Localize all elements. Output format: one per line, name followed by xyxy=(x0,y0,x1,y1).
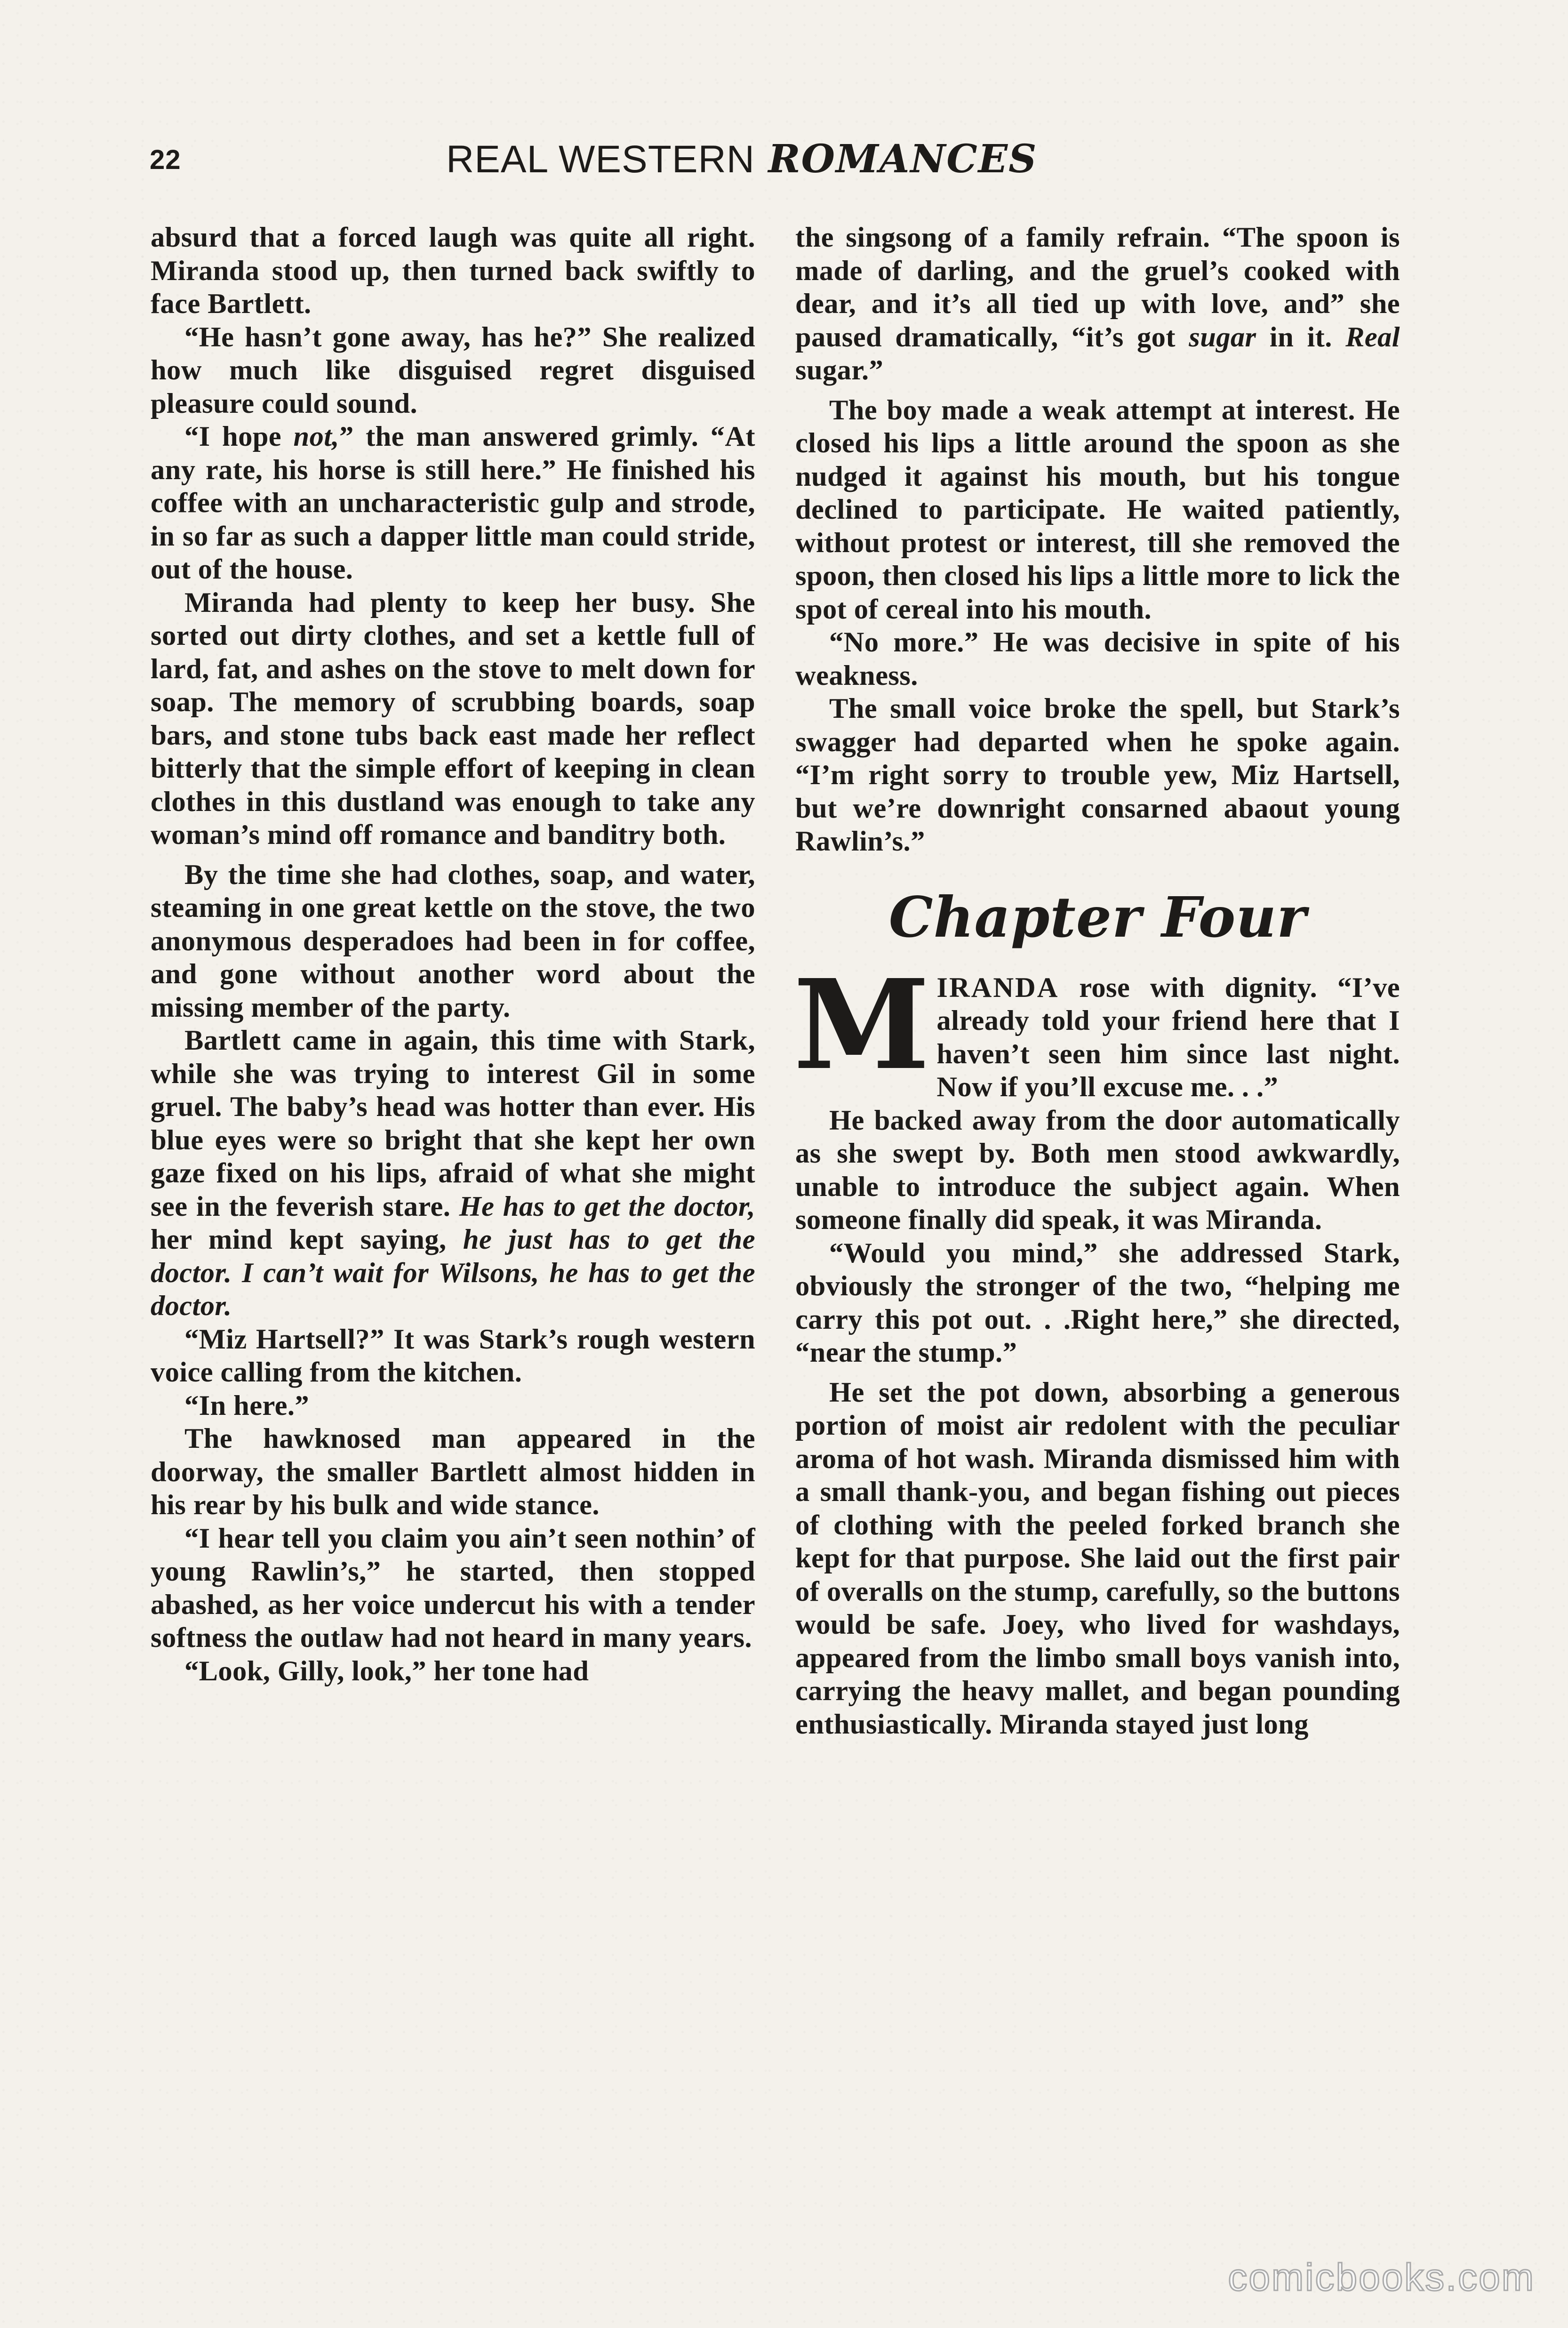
magazine-title-script: ROMANCES xyxy=(768,136,1038,182)
paragraph: “No more.” He was decisive in spite of his weakness. xyxy=(795,626,1400,691)
paragraph: Miranda had plenty to keep her busy. She sorted out dirty clothes, and set a kettle full of lard, fat, and ashes on the stove to melt down for soap. The memory of scrubbing boards, soap bars, and stone tubs back east made her reflect bitterly that the simple effort of keeping in clean clothes in this dustland was enough to take any woman’s mind off romance and banditry both. xyxy=(151,586,755,851)
paragraph: “Look, Gilly, look,” her tone had xyxy=(184,1655,589,1687)
paragraph: “I hope not,” the man answered grimly. “At any rate, his horse is still here.” He finished his coffee with an uncharacteristic gulp and strode, in so far as such a dapper little man could stride, out of the house. xyxy=(151,421,755,585)
magazine-title xyxy=(446,136,1037,182)
watermark: comicbooks.com xyxy=(1228,2256,1535,2299)
paragraph: He backed away from the door automatically as she swept by. Both men stood awkwardly, unable to introduce the subject again. When someone finally did speak, it was Miranda. xyxy=(795,1104,1400,1236)
right-column xyxy=(795,221,1400,1741)
paragraph: He set the pot down, absorbing a generous portion of moist air redolent with the peculiar aroma of hot wash. Miranda dismissed him with a small thank-you, and began fishing out pieces of clothing with the peeled forked branch she kept for that purpose. She laid out the first pair of overalls on the stump, carefully, so the buttons would be safe. Joey, who lived for washdays, appeared from the limbo small boys vanish into, carrying the heavy mallet, and began pounding enthusiastically. Miranda stayed just long xyxy=(795,1376,1400,1740)
left-column xyxy=(151,221,755,1688)
paragraph: “I hear tell you claim you ain’t seen nothin’ of young Rawlin’s,” he started, then stopped abashed, as her voice undercut his with a tender softness the outlaw had not heard in many years. xyxy=(151,1522,755,1654)
paragraph: “He hasn’t gone away, has he?” She realized how much like disguised regret disguised pleasure could sound. xyxy=(151,321,755,419)
magazine-title-plain: REAL WESTERN xyxy=(446,138,755,181)
paragraph: “In here.” xyxy=(184,1389,310,1421)
chapter-heading: Chapter Four xyxy=(888,884,1307,950)
page-number: 22 xyxy=(150,144,181,175)
paragraph: The boy made a weak attempt at interest. He closed his lips a little around the spoon as she nudged it against his mouth, but his tongue declined to participate. He waited patiently, without protest or interest, till she removed the spoon, then closed his lips a little more to lick the spot of cereal into his mouth. xyxy=(795,394,1400,625)
paragraph: The small voice broke the spell, but Stark’s swagger had departed when he spoke again. “I’m right sorry to trouble yew, Miz Hartsell, but we’re downright consarned abaout young Rawlin’s.” xyxy=(795,693,1400,857)
page-header xyxy=(150,136,1098,188)
paragraph: absurd that a forced laugh was quite all right. Miranda stood up, then turned back swiftly to face Bartlett. xyxy=(151,222,755,320)
paragraph: By the time she had clothes, soap, and water, steaming in one great kettle on the stove, the two anonymous desperadoes had been in for coffee, and gone without another word about the missing member of the party. xyxy=(151,859,755,1023)
drop-cap: M xyxy=(793,952,930,1097)
paragraph: “Would you mind,” she addressed Stark, obviously the stronger of the two, “helping me carry this pot out. . .Right here,” she directed, “near the stump.” xyxy=(795,1237,1400,1368)
paragraph: Bartlett came in again, this time with Stark, while she was trying to interest Gil in some gruel. The baby’s head was hotter than ever. His blue eyes were so bright that she kept her own gaze fixed on his lips, afraid of what she might see in the feverish stare. He has to get the doctor, her mind kept saying, he just has to get the doctor. I can’t wait for Wilsons, he has to get the doctor. xyxy=(151,1025,755,1322)
paragraph: “Miz Hartsell?” It was Stark’s rough western voice calling from the kitchen. xyxy=(151,1323,755,1388)
chapter-opening-paragraph: MIRANDA rose with dignity. “I’ve already told your friend here that I haven’t seen him since last night. Now if you’ll excuse me. . .” xyxy=(793,952,1400,1103)
paragraph: The hawknosed man appeared in the doorway, the smaller Bartlett almost hidden in his rear by his bulk and wide stance. xyxy=(151,1423,755,1521)
paragraph: the singsong of a family refrain. “The spoon is made of darling, and the gruel’s cooked with dear, and it’s all tied up with love, and” she paused dramatically, “it’s got sugar in it. Real sugar.” xyxy=(795,222,1400,386)
